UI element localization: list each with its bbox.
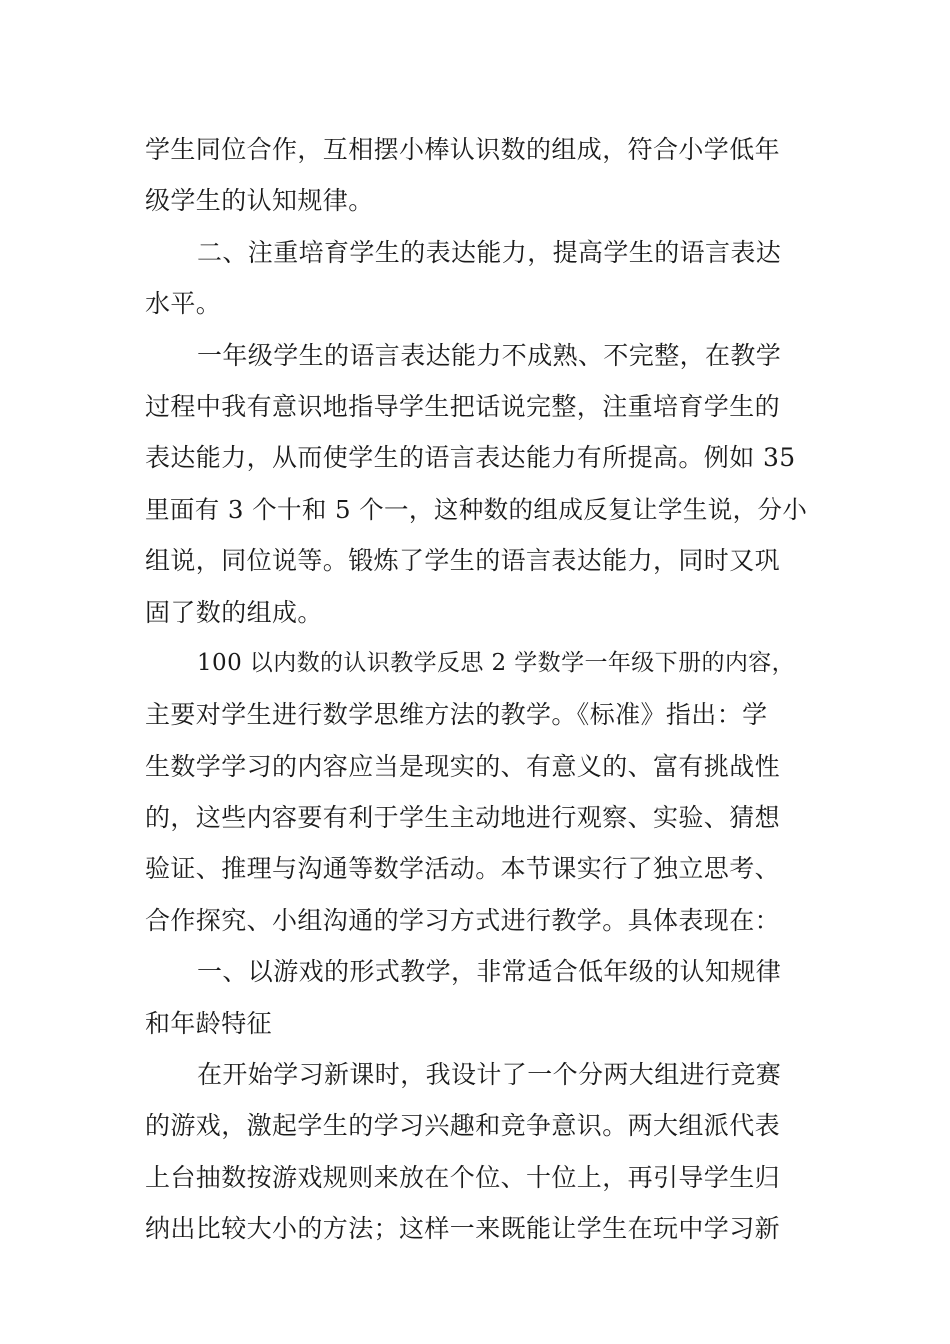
text-line: 水平。 — [145, 289, 222, 319]
paragraph-start: 在开始学习新课时，我设计了一个分两大组进行竞赛 — [197, 1060, 782, 1090]
text-line: 的游戏，激起学生的学习兴趣和竞争意识。两大组派代表 — [145, 1111, 781, 1141]
body-text — [145, 124, 807, 1255]
text-line: 级学生的认知规律。 — [145, 186, 374, 216]
text-line: 表达能力，从而使学生的语言表达能力有所提高。例如 35 — [145, 443, 796, 473]
text-line: 组说，同位说等。锻炼了学生的语言表达能力，同时又巩 — [145, 546, 781, 576]
text-line: 里面有 3 个十和 5 个一，这种数的组成反复让学生说，分小 — [145, 494, 808, 524]
text-line: 过程中我有意识地指导学生把话说完整，注重培育学生的 — [145, 391, 781, 421]
text-line: 纳出比较大小的方法；这样一来既能让学生在玩中学习新 — [145, 1214, 781, 1244]
text-line: 生数学学习的内容应当是现实的、有意义的、富有挑战性 — [145, 751, 781, 781]
text-line: 验证、推理与沟通等数学活动。本节课实行了独立思考、 — [145, 854, 781, 884]
paragraph-start: 一年级学生的语言表达能力不成熟、不完整，在教学 — [197, 340, 782, 370]
section-heading: 二、注重培育学生的表达能力，提高学生的语言表达 — [197, 237, 782, 267]
text-line: 和年龄特征 — [145, 1008, 273, 1038]
text-line: 的，这些内容要有利于学生主动地进行观察、实验、猜想 — [145, 803, 781, 833]
text-line: 合作探究、小组沟通的学习方式进行教学。具体表现在： — [145, 905, 781, 935]
text-line: 学生同位合作，互相摆小棒认识数的组成，符合小学低年 — [145, 135, 781, 164]
paragraph-start: 100 以内数的认识教学反思 2 学数学一年级下册的内容， — [197, 649, 796, 676]
text-line: 主要对学生进行数学思维方法的教学。《标准》指出：学 — [145, 700, 768, 730]
section-heading: 一、以游戏的形式教学，非常适合低年级的认知规律 — [197, 957, 782, 987]
text-line: 上台抽数按游戏规则来放在个位、十位上，再引导学生归 — [145, 1162, 781, 1192]
text-line: 固了数的组成。 — [145, 597, 323, 627]
